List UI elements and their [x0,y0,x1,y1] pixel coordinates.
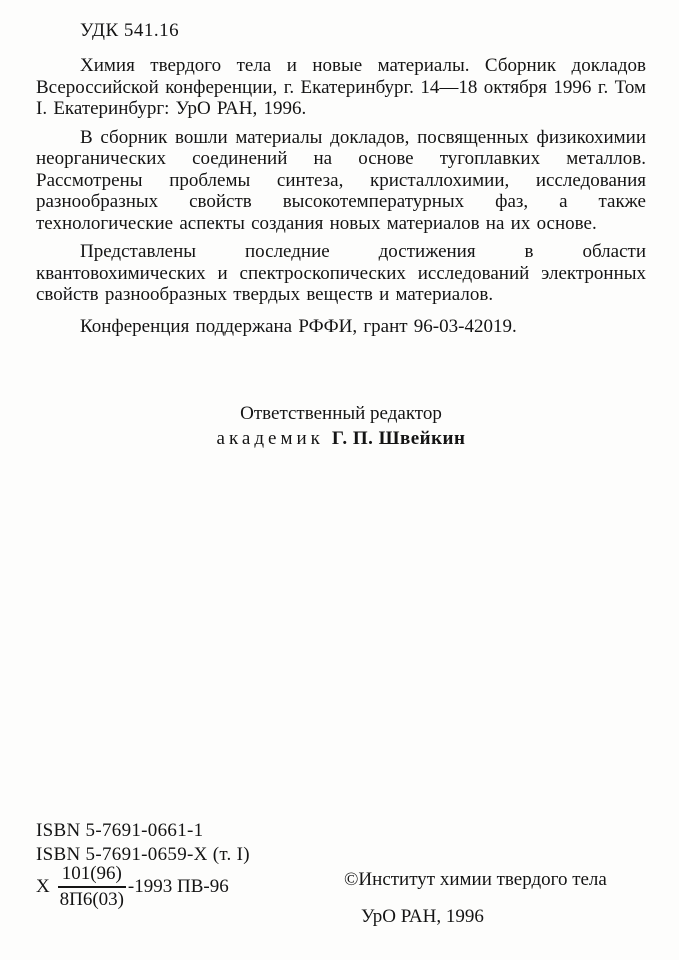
abstract-paragraph-2: Представлены последние достижения в области квантовохимических и спектроскопических исследований электронных свойств разнообразных твердых веществ и материалов. [36,241,646,305]
editor-name: Г. П. Швейкин [331,428,466,449]
editor-rank: академик [216,428,324,449]
udc-code: УДК 541.16 [80,20,180,41]
classification-fraction [58,863,126,911]
classification-suffix: -1993 ПВ-96 [127,876,229,897]
copyright-publisher-year: УрО РАН, 1996 [361,906,484,927]
classification-code [36,863,229,911]
isbn-line-2: ISBN 5-7691-0659-X (т. I) [36,844,250,865]
classification-prefix: Х [36,876,50,897]
classification-denominator: 8П6(03) [59,889,124,910]
grant-note: Конференция поддержана РФФИ, грант 96-03-42019. [80,315,517,337]
copyright-block [344,870,607,927]
classification-numerator: 101(96) [58,863,126,888]
editor-role: Ответственный редактор [240,403,442,424]
editor-block [36,401,646,451]
bibliographic-description: Химия твердого тела и новые материалы. Сборник докладов Всероссийской конференции, г. Екатеринбург. 14—18 октября 1996 г. Том I. Екатеринбург: УрО РАН, 1996. [36,55,646,119]
imprint-text-column [36,20,646,451]
copyright-holder: ©Институт химии твердого тела [344,869,607,890]
isbn-block [36,819,250,867]
isbn-line-1: ISBN 5-7691-0661-1 [36,820,204,841]
abstract-paragraph-1: В сборник вошли материалы докладов, посвященных физикохимии неорганических соединений на основе тугоплавких металлов. Рассмотрены проблемы синтеза, кристаллохимии, исследования разнообразных свойств высокотемпературных фаз, а также технологические аспекты создания новых материалов на их основе. [36,126,646,234]
